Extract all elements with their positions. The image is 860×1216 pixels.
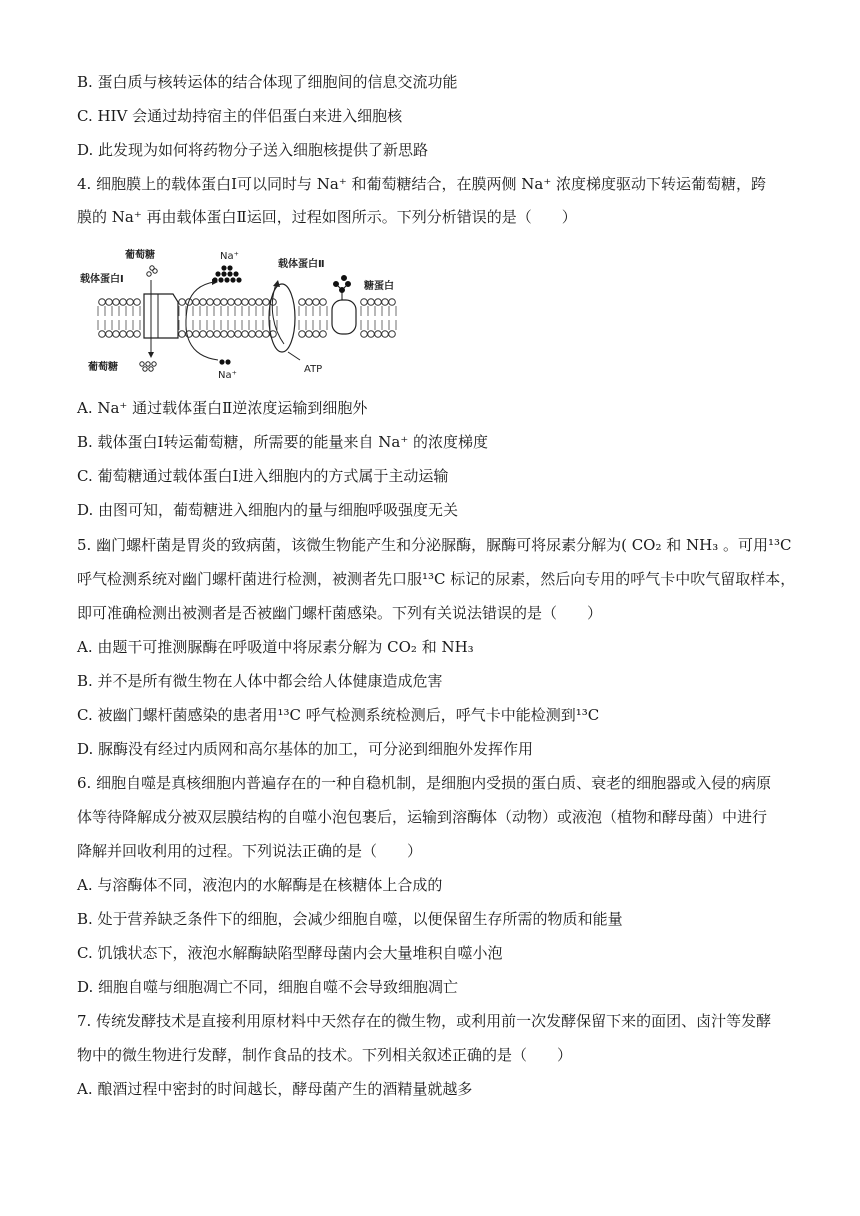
label-glucose-top: 葡萄糖 [125,250,155,261]
label-carrier-protein-1: 载体蛋白Ⅰ [80,274,124,285]
q6-option-c: C. 饥饿状态下，液泡水解酶缺陷型酵母菌内会大量堆积自噬小泡 [77,944,503,962]
q6-option-b: B. 处于营养缺乏条件下的细胞，会减少细胞自噬，以便保留生存所需的物质和能量 [77,910,623,928]
q4-option-c: C. 葡萄糖通过载体蛋白Ⅰ进入细胞内的方式属于主动运输 [77,467,449,485]
q6-stem-line3: 降解并回收利用的过程。下列说法正确的是（ ） [77,842,423,860]
na-dots-bottom [219,359,230,364]
na-cluster-top [212,265,241,282]
glycoprotein-sugars [334,276,351,301]
q5-option-c: C. 被幽门螺杆菌感染的患者用¹³C 呼气检测系统检测后，呼气卡中能检测到¹³C [77,706,600,724]
carrier-2-arrow [272,284,284,344]
q7-stem-line2: 物中的微生物进行发酵，制作食品的技术。下列相关叙述正确的是（ ） [77,1046,573,1064]
q4-option-b: B. 载体蛋白Ⅰ转运葡萄糖，所需要的能量来自 Na⁺ 的浓度梯度 [77,433,489,451]
q3-option-d: D. 此发现为如何将药物分子送入细胞核提供了新思路 [77,141,429,159]
label-na-top: Na⁺ [220,251,239,262]
q5-option-a: A. 由题干可推测脲酶在呼吸道中将尿素分解为 CO₂ 和 NH₃ [77,638,474,656]
q4-stem-line1: 4. 细胞膜上的载体蛋白Ⅰ可以同时与 Na⁺ 和葡萄糖结合，在膜两侧 Na⁺ 浓度梯度驱动下转运葡萄糖，跨 [77,175,767,193]
q4-stem-line2: 膜的 Na⁺ 再由载体蛋白Ⅱ运回，过程如图所示。下列分析错误的是（ ） [77,208,577,226]
na-curve-arrow-left [186,282,218,360]
label-glucose-bottom: 葡萄糖 [88,362,118,373]
carrier-2-arrowhead [273,280,280,287]
q5-stem-line2: 呼气检测系统对幽门螺杆菌进行检测，被测者先口服¹³C 标记的尿素，然后向专用的呼气卡中吹气留取样本， [77,570,796,588]
q6-stem-line1: 6. 细胞自噬是真核细胞内普遍存在的一种自稳机制，是细胞内受损的蛋白质、衰老的细胞器或入侵的病原 [77,774,772,792]
q6-option-d: D. 细胞自噬与细胞凋亡不同，细胞自噬不会导致细胞凋亡 [77,978,459,996]
q7-stem-line1: 7. 传统发酵技术是直接利用原材料中天然存在的微生物，或利用前一次发酵保留下来的面团、卤汁等发酵 [77,1012,772,1030]
q6-stem-line2: 体等待降解成分被双层膜结构的自噬小泡包裹后，运输到溶酶体（动物）或液泡（植物和酵母菌）中进行 [77,808,768,826]
glucose-molecules-top [147,266,157,276]
label-atp: ATP [304,364,323,375]
label-glycoprotein: 糖蛋白 [364,281,394,292]
label-na-bottom: Na⁺ [218,370,237,381]
q5-stem-line3: 即可准确检测出被测者是否被幽门螺杆菌感染。下列有关说法错误的是（ ） [77,604,603,622]
q7-option-a: A. 酿酒过程中密封的时间越长，酵母菌产生的酒精量就越多 [77,1080,473,1098]
membrane-transport-figure [78,244,408,384]
q3-option-c: C. HIV 会通过劫持宿主的伴侣蛋白来进入细胞核 [77,107,403,125]
glucose-arrowhead [148,352,154,358]
q5-option-d: D. 脲酶没有经过内质网和高尔基体的加工，可分泌到细胞外发挥作用 [77,740,534,758]
atp-pointer [288,352,300,360]
membrane-diagram-svg [78,244,408,384]
q4-option-a: A. Na⁺ 通过载体蛋白Ⅱ逆浓度运输到细胞外 [77,399,368,417]
q5-stem-line1: 5. 幽门螺杆菌是胃炎的致病菌，该微生物能产生和分泌脲酶，脲酶可将尿素分解为( CO₂ 和 NH₃ 。可用¹³C [77,536,792,554]
q5-option-b: B. 并不是所有微生物在人体中都会给人体健康造成危害 [77,672,443,690]
label-carrier-protein-2: 载体蛋白Ⅱ [278,259,325,270]
q4-option-d: D. 由图可知，葡萄糖进入细胞内的量与细胞呼吸强度无关 [77,501,459,519]
glucose-molecules-bottom [140,362,156,371]
glycoprotein-shape [332,300,356,334]
q3-option-b: B. 蛋白质与核转运体的结合体现了细胞间的信息交流功能 [77,73,458,91]
q6-option-a: A. 与溶酶体不同，液泡内的水解酶是在核糖体上合成的 [77,876,443,894]
carrier-protein-1-shape [144,294,178,338]
